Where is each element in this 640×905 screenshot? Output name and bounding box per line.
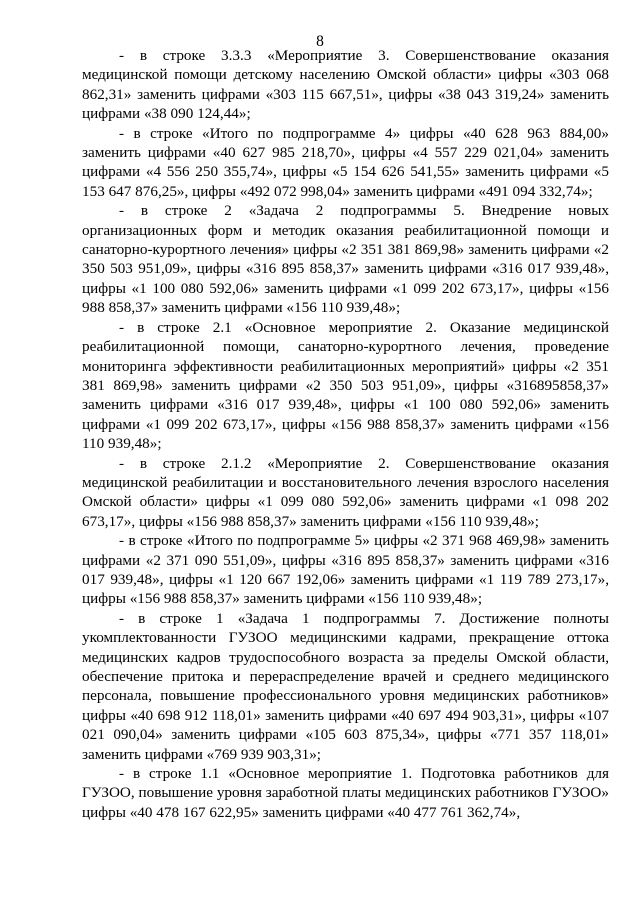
paragraph-row-2-1-2: - в строке 2.1.2 «Мероприятие 2. Совершенствование оказания медицинской реабилитации и восстановительного лечения взрослого населения Омской области» цифры «1 099 080 592,06» заменить цифрами «1 098 202 673,17», цифры «156 988 858,37» заменить цифрами «156 110 939,48»; [82, 454, 609, 530]
paragraph-row-1-1: - в строке 1.1 «Основное мероприятие 1. Подготовка работников для ГУЗОО, повышение уровня заработной платы медицинских работников ГУЗОО» цифры «40 478 167 622,95» заменить цифрами «40 477 761 362,74», [82, 765, 609, 821]
paragraph-row-3-3-3: - в строке 3.3.3 «Мероприятие 3. Совершенствование оказания медицинской помощи детскому населению Омской области» цифры «303 068 862,31» заменить цифрами «303 115 667,51», цифры «38 043 319,24» заменить цифрами «38 090 124,44»; [82, 47, 609, 123]
paragraph-total-subprogram-5: - в строке «Итого по подпрограмме 5» цифры «2 371 968 469,98» заменить цифрами «2 371 090 551,09», цифры «316 895 858,37» заменить цифрами «316 017 939,48», цифры «1 120 667 192,06» заменить цифрами «1 119 789 273,17», цифры «156 988 858,37» заменить цифрами «156 110 939,48»; [82, 532, 609, 608]
paragraph-total-subprogram-4: - в строке «Итого по подпрограмме 4» цифры «40 628 963 884,00» заменить цифрами «40 627 985 218,70», цифры «4 557 229 021,04» заменить цифрами «4 556 250 355,74», цифры «5 154 626 541,55» заменить цифрами «5 153 647 876,25», цифры «492 072 998,04» заменить цифрами «491 094 332,74»; [82, 124, 609, 200]
paragraph-row-2-task-2: - в строке 2 «Задача 2 подпрограммы 5. Внедрение новых организационных форм и методик оказания реабилитационной помощи и санаторно-курортного лечения» цифры «2 351 381 869,98» заменить цифрами «2 350 503 951,09», цифры «316 895 858,37» заменить цифрами «316 017 939,48», цифры «1 100 080 592,06» заменить цифрами «1 099 202 673,17», цифры «156 988 858,37» заменить цифрами «156 110 939,48»; [82, 202, 609, 317]
paragraph-row-1-task-1: - в строке 1 «Задача 1 подпрограммы 7. Достижение полноты укомплектованности ГУЗОО медицинскими кадрами, прекращение оттока медицинских кадров трудоспособного возраста за пределы Омской области, обеспечение притока и перераспределение врачей и среднего медицинского персонала, повышение профессионального уровня медицинских работников» цифры «40 698 912 118,01» заменить цифрами «40 697 494 903,31», цифры «107 021 090,04» заменить цифрами «105 603 875,34», цифры «771 357 118,01» заменить цифрами «769 939 903,31»; [82, 609, 609, 763]
paragraph-row-2-1: - в строке 2.1 «Основное мероприятие 2. Оказание медицинской реабилитационной помощи, санаторно-курортного лечения, проведение мониторинга эффективности реабилитационных мероприятий» цифры «2 351 381 869,98» заменить цифрами «2 350 503 951,09», цифры «316895858,37» заменить цифрами «316 017 939,48», цифры «1 100 080 592,06» заменить цифрами «1 099 202 673,17», цифры «156 988 858,37» заменить цифрами «156 110 939,48»; [82, 318, 609, 453]
document-body [82, 46, 609, 822]
page-number: 8 [316, 33, 324, 50]
